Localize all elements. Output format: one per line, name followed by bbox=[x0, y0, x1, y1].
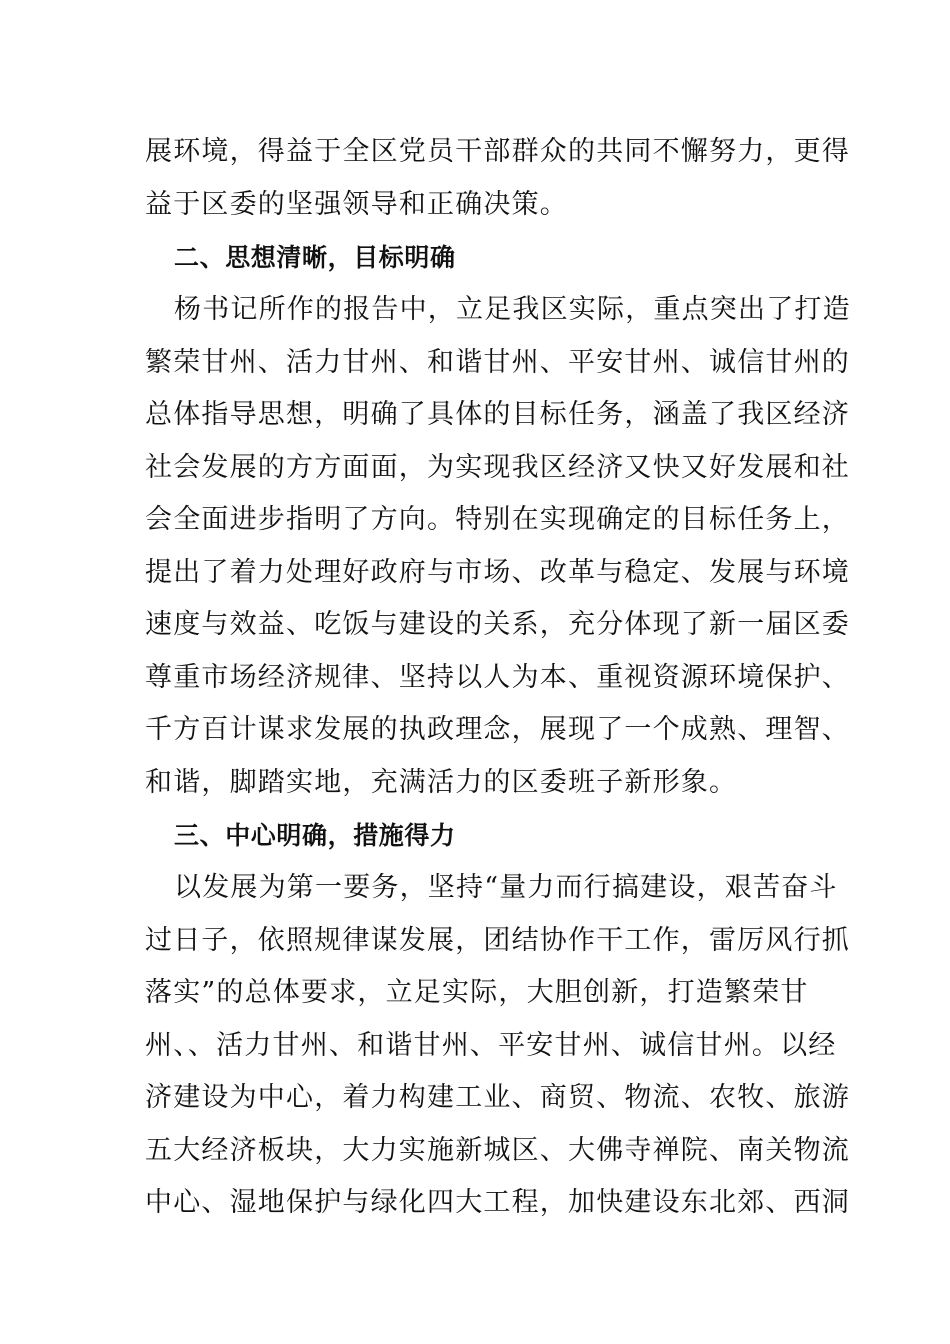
paragraph-line: 益于区委的坚强领导和正确决策。 bbox=[145, 188, 568, 220]
paragraph-line: 杨书记所作的报告中，立足我区实际，重点突出了打造 bbox=[174, 294, 851, 325]
paragraph-line: 尊重市场经济规律、坚持以人为本、重视资源环境保护、 bbox=[145, 661, 850, 693]
paragraph-line: 社会发展的方方面面，为实现我区经济又快又好发展和社 bbox=[145, 451, 850, 483]
paragraph-line: 繁荣甘州、活力甘州、和谐甘州、平安甘州、诚信甘州的 bbox=[145, 346, 850, 378]
paragraph-line: 以发展为第一要务，坚持“量力而行搞建设，艰苦奋斗 bbox=[174, 872, 838, 903]
paragraph-line: 和谐，脚踏实地，充满活力的区委班子新形象。 bbox=[145, 766, 738, 798]
section-heading: 二、思想清晰，目标明确 bbox=[174, 243, 456, 272]
paragraph-line: 千方百计谋求发展的执政理念，展现了一个成熟、理智、 bbox=[145, 714, 850, 745]
paragraph-line: 速度与效益、吃饭与建设的关系，充分体现了新一届区委 bbox=[145, 609, 850, 640]
paragraph-line: 过日子，依照规律谋发展，团结协作干工作，雷厉风行抓 bbox=[145, 924, 850, 956]
paragraph-line: 总体指导思想，明确了具体的目标任务，涵盖了我区经济 bbox=[145, 399, 850, 430]
paragraph-line: 中心、湿地保护与绿化四大工程，加快建设东北郊、西洞 bbox=[145, 1187, 850, 1218]
section-heading: 三、中心明确，措施得力 bbox=[174, 821, 456, 850]
paragraph-line: 五大经济板块，大力实施新城区、大佛寺禅院、南关物流 bbox=[145, 1134, 850, 1166]
paragraph-line: 州、、活力甘州、和谐甘州、平安甘州、诚信甘州。以经 bbox=[145, 1029, 837, 1061]
paragraph-line: 展环境，得益于全区党员干部群众的共同不懈努力，更得 bbox=[145, 136, 850, 167]
paragraph-line: 提出了着力处理好政府与市场、改革与稳定、发展与环境 bbox=[145, 556, 850, 588]
paragraph-line: 济建设为中心，着力构建工业、商贸、物流、农牧、旅游 bbox=[145, 1082, 850, 1113]
document-body bbox=[145, 126, 851, 1230]
paragraph-line: 会全面进步指明了方向。特别在实现确定的目标任务上， bbox=[145, 504, 850, 535]
paragraph-line: 落实”的总体要求，立足实际，大胆创新，打造繁荣甘 bbox=[145, 977, 809, 1008]
